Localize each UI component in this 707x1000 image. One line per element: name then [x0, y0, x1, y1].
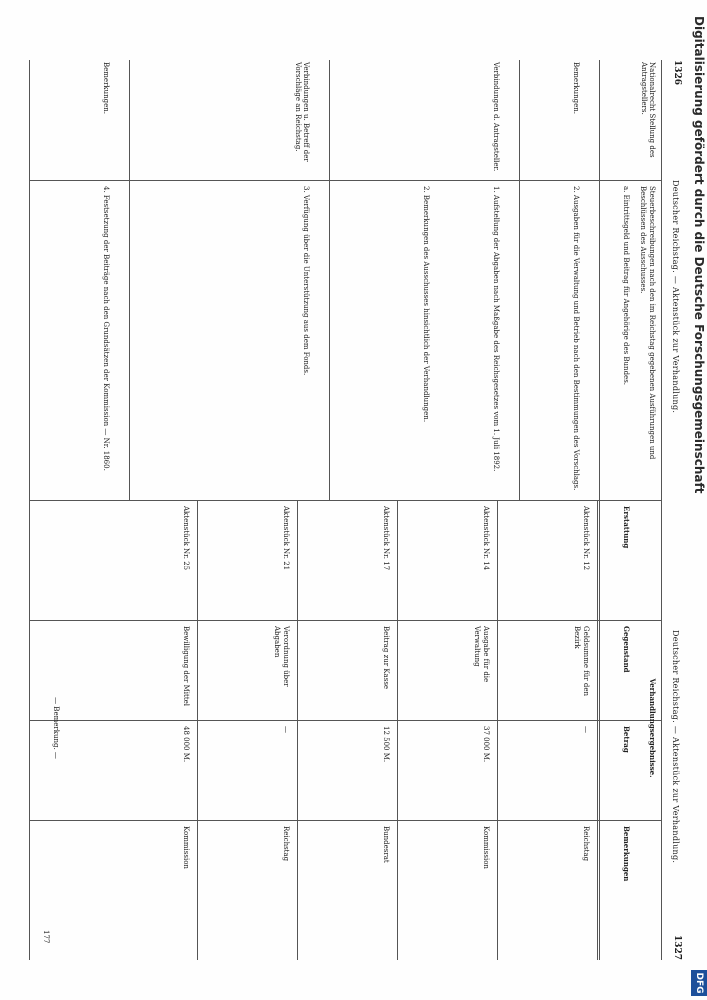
rule-row-3: [329, 60, 330, 500]
table-cell: —: [282, 726, 290, 733]
folio-number: 177: [42, 930, 50, 944]
table-cell: Ausgabe für die Verwaltung: [473, 626, 490, 683]
dfg-credit-text: Digitalisierung gefördert durch die Deutsche Forschungsgemeinschaft: [692, 16, 706, 494]
table-row-rule: [397, 500, 398, 960]
table-cell: Geldsumme für den Bezirk: [573, 626, 590, 696]
table-cell: Kommission: [182, 826, 190, 869]
page-number-right: 1327: [672, 934, 682, 960]
table-cell: 12 500 M.: [382, 726, 390, 763]
page-title-left: Deutscher Reichstag. — Aktenstück zur Verhandlung.: [671, 180, 680, 414]
table-cell: Aktenstück Nr. 12: [582, 506, 590, 571]
row-label-3: Verbindungen d. Antragsteller.: [492, 62, 500, 172]
entry-7: 4. Festsetzung der Beiträge nach den Grundsätzen der Kommission — Nr. 1860.: [102, 186, 110, 471]
table-row-rule: [597, 500, 598, 960]
table-cell: 37 000 M.: [482, 726, 490, 763]
entry-2: a. Eintrittsgeld und Beitrag für Angehörige des Bundes.: [622, 186, 630, 386]
table-cell: Verordnung über Abgaben: [273, 626, 290, 687]
row-label-2: Bemerkungen.: [572, 62, 580, 115]
table-cell: Kommission: [482, 826, 490, 869]
table-row-rule: [497, 500, 498, 960]
rule-row-4: [129, 60, 130, 500]
rule-right-col-2: [30, 720, 662, 721]
rule-right-col-3: [30, 820, 662, 821]
table-cell: Aktenstück Nr. 25: [182, 506, 190, 571]
rule-top: [661, 60, 662, 960]
entry-5: 2. Bemerkungen des Ausschusses hinsichtlich der Verhandlungen.: [422, 186, 430, 423]
table-cell: Aktenstück Nr. 17: [382, 506, 390, 571]
table-cell: Reichstag: [282, 826, 290, 862]
table-cell: Aktenstück Nr. 21: [282, 506, 290, 571]
table-row-rule: [197, 500, 198, 960]
entry-3: 2. Ausgaben für die Verwaltung und Betrieb nach den Bestimmungen des Vorschlags.: [572, 186, 580, 491]
row-label-4: Verbindungen u. Betreff der Vorschläge an Reichstag.: [294, 62, 310, 162]
rule-row-2: [519, 60, 520, 500]
table-cell: Bundesrat: [382, 826, 390, 863]
col-header-3: Betrag: [622, 726, 631, 753]
table-cell: Beitrag zur Kasse: [382, 626, 390, 690]
right-table-footnote: — Bemerkung. —: [52, 697, 60, 759]
row-label-5: Bemerkungen.: [102, 62, 110, 115]
table-cell: Aktenstück Nr. 14: [482, 506, 490, 571]
entry-4: 1. Aufstellung der Abgaben nach Maßgabe des Reichsgesetzes vom 1. Juli 1892.: [492, 186, 500, 472]
page-number-left: 1326: [672, 60, 682, 86]
page-title-right: Deutscher Reichstag. — Aktenstück zur Verhandlung.: [671, 630, 680, 864]
col-header-4: Bemerkungen: [622, 826, 631, 882]
rule-center: [30, 500, 662, 501]
entry-1: Steuerbeschreibungen nach den im Reichstag gegebenen Ausführungen und Beschlüssen des Ausschusses.: [639, 186, 656, 460]
col-header-2: Gegenstand: [622, 626, 631, 673]
table-row-rule: [297, 500, 298, 960]
rule-row-1: [599, 60, 600, 960]
rule-right-col-1: [30, 620, 662, 621]
table-cell: Reichstag: [582, 826, 590, 862]
row-label-1: Nationalrecht Stellung des Antragstellers.: [640, 62, 656, 158]
rule-left-col: [30, 180, 662, 181]
col-header-1: Erstattung: [622, 506, 631, 549]
dfg-logo: DFG: [691, 970, 707, 996]
dfg-footer: [689, 0, 707, 1000]
entry-6: 3. Verfügung über die Unterstützung aus dem Fonds.: [302, 186, 310, 376]
table-cell: Bewilligung der Mittel: [182, 626, 190, 707]
page-header: [664, 60, 682, 960]
right-table-header: Verhandlungsergebnisse.: [648, 678, 657, 778]
table-cell: —: [582, 726, 590, 733]
rule-bottom: [29, 60, 30, 960]
table-cell: 48 000 M.: [182, 726, 190, 763]
